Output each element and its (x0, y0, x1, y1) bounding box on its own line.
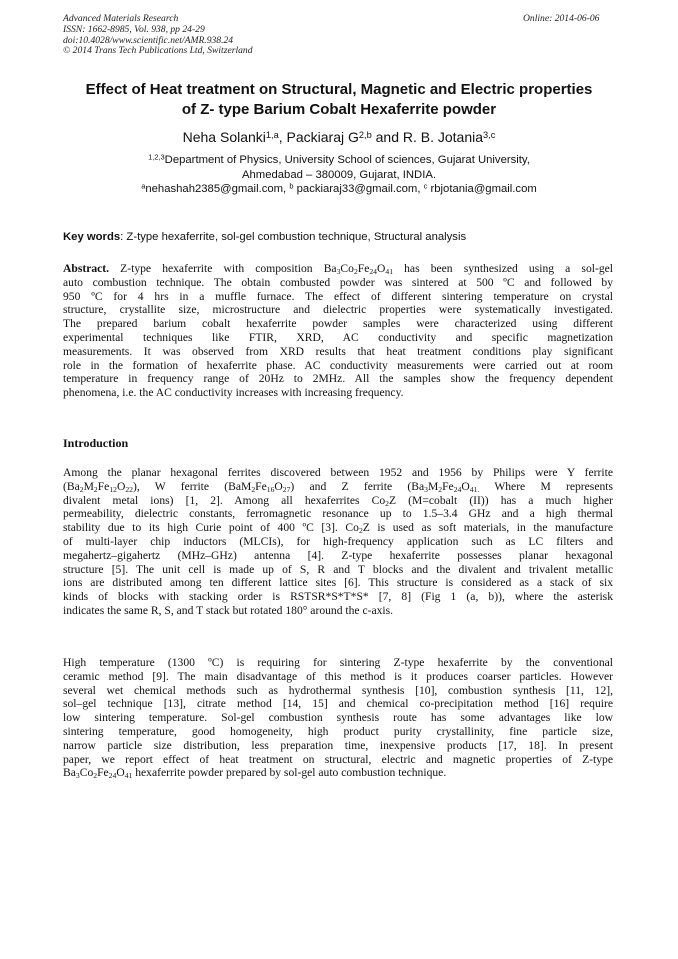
paper-title (40, 80, 638, 120)
journal-name: Advanced Materials Research (63, 13, 179, 24)
keywords-text: : Z-type hexaferrite, sol-gel combustion technique, Structural analysis (120, 231, 467, 243)
introduction-heading: Introduction (63, 436, 129, 450)
author-1: Neha Solanki (182, 129, 266, 145)
keywords-label: Key words (63, 231, 121, 243)
title-line-1: Effect of Heat treatment on Structural, Magnetic and Electric properties (85, 81, 593, 98)
journal-issn: ISSN: 1662-8985, Vol. 938, pp 24-29 (63, 23, 205, 35)
online-date: Online: 2014-06-06 (523, 13, 600, 24)
author-3: R. B. Jotania (402, 129, 484, 145)
author-2: Packiaraj G (286, 129, 359, 145)
author-emails: $^a$nehashah2385@gmail.com, $^b$ packiaraj33@gmail.com, $^c$ rbjotania@gmail.com (141, 181, 537, 196)
affiliation-line-1: $^{1,2,3}$Department of Physics, University School of sciences, Gujarat University, (148, 152, 530, 166)
affiliation-line-2: Ahmedabad – 380009, Gujarat, INDIA. (241, 168, 437, 181)
journal-doi: doi:10.4028/www.scientific.net/AMR.938.24 (63, 34, 234, 46)
email-a[interactable]: nehashah2385@gmail.com, (145, 183, 287, 196)
journal-copyright: © 2014 Trans Tech Publications Ltd, Switzerland (63, 45, 253, 57)
abstract-label: Abstract. (63, 262, 110, 275)
title-line-2: of Z- type Barium Cobalt Hexaferrite powder (181, 101, 497, 118)
email-c[interactable]: rbjotania@gmail.com (430, 183, 537, 196)
journal-header (63, 14, 253, 57)
introduction-paragraph-2: High temperature (1300 ºC) is requiring for sintering Z-type hexaferrite by the conventional ceramic method [9]. The main disadvantage of this method is it produces coarser particles. However several wet chemical methods such as hydrothermal synthesis [10], combustion synthesis [11, 12], sol–gel technique [13], citrate method [14, 15] and chemical co-precipitation method [16] require low sintering temperature. Sol-gel combustion synthesis route has some advantages like low sintering temperature, good homogeneity, high product purity crystallinity, fine particle size, narrow particle size distribution, less preparation time, inexpensive products [17, 18]. In present paper, we report effect of heat treatment on structural, electric and magnetic properties of Z-type $Ba_3Co_2Fe_{24}O_{41}$ hexaferrite powder prepared by sol-gel auto combustion technique. (63, 656, 613, 781)
abstract: Abstract. Z-type hexaferrite with composition $Ba_3Co_2Fe_{24}O_{41}$ has been synthesized using a sol-gel auto combustion technique. The obtain combusted powder was sintered at 500 ºC and followed by 950 ºC for 4 hrs in a muffle furnace. The effect of different sintering temperature on crystal structure, crystallite size, microstructure and dielectric properties were systematically investigated. The prepared barium cobalt hexaferrite powder samples were characterized using different experimental techniques like FTIR, XRD, AC conductivity and specific magnetization measurements. It was observed from XRD results that heat treatment conditions play significant role in the formation of hexaferrite phase. AC conductivity measurements were carried out at room temperature in frequency range of 20Hz to 2MHz. All the samples show the frequency dependent phenomena, i.e. the AC conductivity increases with increasing frequency. (63, 262, 613, 400)
author-list: Neha Solanki$^{1,a}$, Packiaraj G$^{2,b}$ and R. B. Jotania$^{3,c}$ (182, 129, 496, 145)
introduction-paragraph-1: Among the planar hexagonal ferrites discovered between 1952 and 1956 by Philips were Y ferrite $(Ba_2M_2Fe_{12}O_{22})$, W ferrite $(BaM_2Fe_{16}O_{27})$ and Z ferrite ($Ba_3M_2Fe_{24}O_{41.}$ Where M represents divalent metal ions) [1, 2]. Among all hexaferrites $Co_2Z$ (M=cobalt (II)) has a much higher permeability, dielectric constants, ferromagnetic resonance up to 1.5–3.4 GHz and a high thermal stability due to its high Curie point of 400 ºC [3]. $Co_2Z$ is used as soft materials, in the manufacture of multi-layer chip inductors (MLCIs), for high-frequency application such as LC filters and megahertz–gigahertz (MHz–GHz) antenna [4]. Z-type hexaferrite possesses planar hexagonal structure [5]. The unit cell is made up of S, R and T blocks and the divalent and trivalent metallic ions are distributed among ten different lattice sites [6]. This structure is considered as a stack of six kinds of blocks with stacking order is RSTSR*S*T*S* [7, 8] (Fig 1 (a, b)), where the asterisk indicates the same R, S, and T stack but rotated 180° around the c-axis. (63, 466, 613, 617)
keywords (63, 230, 466, 244)
email-b[interactable]: packiaraj33@gmail.com, (296, 183, 421, 196)
affiliation (40, 153, 638, 197)
